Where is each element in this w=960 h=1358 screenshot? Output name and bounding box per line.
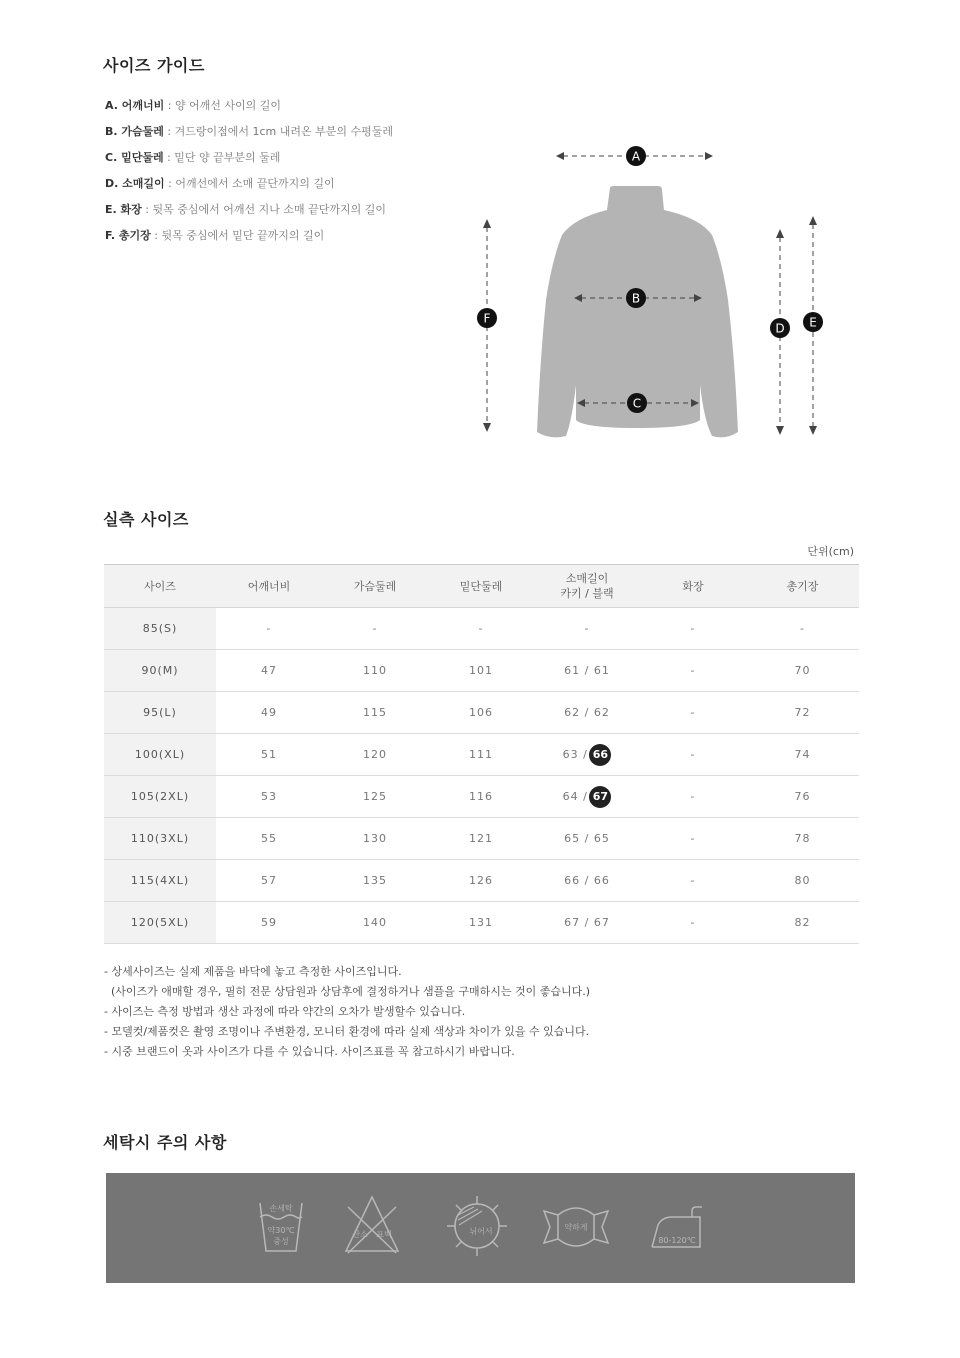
iron-icon [646, 1193, 706, 1253]
svg-text:B: B [631, 291, 641, 306]
guide-item-shoulder: A. 어깨너비 : 양 어깨선 사이의 길이 [105, 99, 282, 112]
svg-text:손세탁: 손세탁 [269, 1204, 293, 1213]
guide-item-hem: C. 밑단둘레 : 밑단 양 끝부분의 둘레 [105, 151, 281, 164]
care-title: 세탁시 주의 사항 [103, 1133, 227, 1152]
jacket-measure-diagram [470, 140, 830, 450]
col-size: 사이즈 [104, 565, 216, 608]
hand-wash-icon [256, 1193, 306, 1255]
col-sleeve-total: 화장 [640, 565, 746, 608]
svg-text:산소: 산소 [352, 1230, 368, 1239]
table-row: 95(L) 49 115 106 62 / 62 - 72 [104, 692, 859, 734]
guide-item-sleeve-total: E. 화장 : 뒷목 중심에서 어깨선 지나 소매 끝단까지의 길이 [105, 203, 386, 216]
col-shoulder: 어깨너비 [216, 565, 322, 608]
col-length: 총기장 [746, 565, 859, 608]
svg-text:뉘어서: 뉘어서 [469, 1227, 493, 1236]
unit-label: 단위(cm) [807, 545, 854, 558]
table-row: 115(4XL) 57 135 126 66 / 66 - 80 [104, 860, 859, 902]
table-row: 110(3XL) 55 130 121 65 / 65 - 78 [104, 818, 859, 860]
marker-d [770, 318, 790, 338]
no-tumble-dry-icon [444, 1193, 510, 1259]
highlight-badge: 67 [589, 786, 611, 808]
marker-e [803, 312, 823, 332]
svg-text:약하게: 약하게 [564, 1223, 588, 1232]
col-sleeve: 소매길이 카키 / 블랙 [534, 565, 640, 608]
measure-title: 실측 사이즈 [103, 510, 189, 529]
marker-a [626, 146, 646, 166]
table-header-row [104, 565, 859, 608]
table-row: 90(M) 47 110 101 61 / 61 - 70 [104, 650, 859, 692]
marker-c [627, 393, 647, 413]
note-line: - 시중 브랜드이 옷과 사이즈가 다를 수 있습니다. 사이즈표를 꼭 참고하시기 바랍니다. [104, 1045, 515, 1058]
note-line: - 사이즈는 측정 방법과 생산 과정에 따라 약간의 오차가 발생할수 있습니다. [104, 1005, 466, 1018]
svg-text:E: E [809, 315, 817, 330]
marker-b [626, 288, 646, 308]
note-line: - 상세사이즈는 실제 제품을 바닥에 놓고 측정한 사이즈입니다. [104, 965, 402, 978]
svg-text:중성: 중성 [273, 1237, 289, 1246]
guide-item-chest: B. 가슴둘레 : 겨드랑이점에서 1cm 내려온 부분의 수평둘레 [105, 125, 393, 138]
col-chest: 가슴둘레 [322, 565, 428, 608]
care-panel [106, 1173, 855, 1283]
col-hem: 밑단둘레 [428, 565, 534, 608]
size-table [104, 564, 859, 944]
size-guide-title: 사이즈 가이드 [103, 56, 205, 75]
svg-text:약30℃: 약30℃ [267, 1226, 295, 1235]
note-line: (사이즈가 애매할 경우, 필히 전문 상담원과 상담후에 결정하거나 샘플을 구매하시는 것이 좋습니다.) [104, 985, 591, 998]
note-line: - 모델컷/제품컷은 촬영 조명이나 주변환경, 모니터 환경에 따라 실제 색상과 차이가 있을 수 있습니다. [104, 1025, 590, 1038]
table-row: 105(2XL) 53 125 116 64 / 67 - 76 [104, 776, 859, 818]
size-guide-legend [105, 99, 393, 255]
table-row: 85(S) - - - - - - [104, 608, 859, 650]
marker-f [477, 308, 497, 328]
table-row: 120(5XL) 59 140 131 67 / 67 - 82 [104, 902, 859, 944]
guide-item-sleeve: D. 소매길이 : 어깨선에서 소매 끝단까지의 길이 [105, 177, 335, 190]
gentle-wring-icon [542, 1193, 610, 1255]
svg-text:F: F [483, 311, 491, 326]
svg-text:D: D [775, 321, 785, 336]
svg-text:80-120℃: 80-120℃ [658, 1236, 696, 1245]
table-row: 100(XL) 51 120 111 63 / 66 - 74 [104, 734, 859, 776]
size-notes [104, 962, 590, 1062]
svg-text:A: A [631, 149, 641, 164]
no-bleach-icon [342, 1193, 402, 1255]
svg-text:C: C [632, 396, 642, 411]
highlight-badge: 66 [589, 744, 611, 766]
guide-item-length: F. 총기장 : 뒷목 중심에서 밑단 끝까지의 길이 [105, 229, 325, 242]
svg-text:표백: 표백 [376, 1230, 392, 1239]
